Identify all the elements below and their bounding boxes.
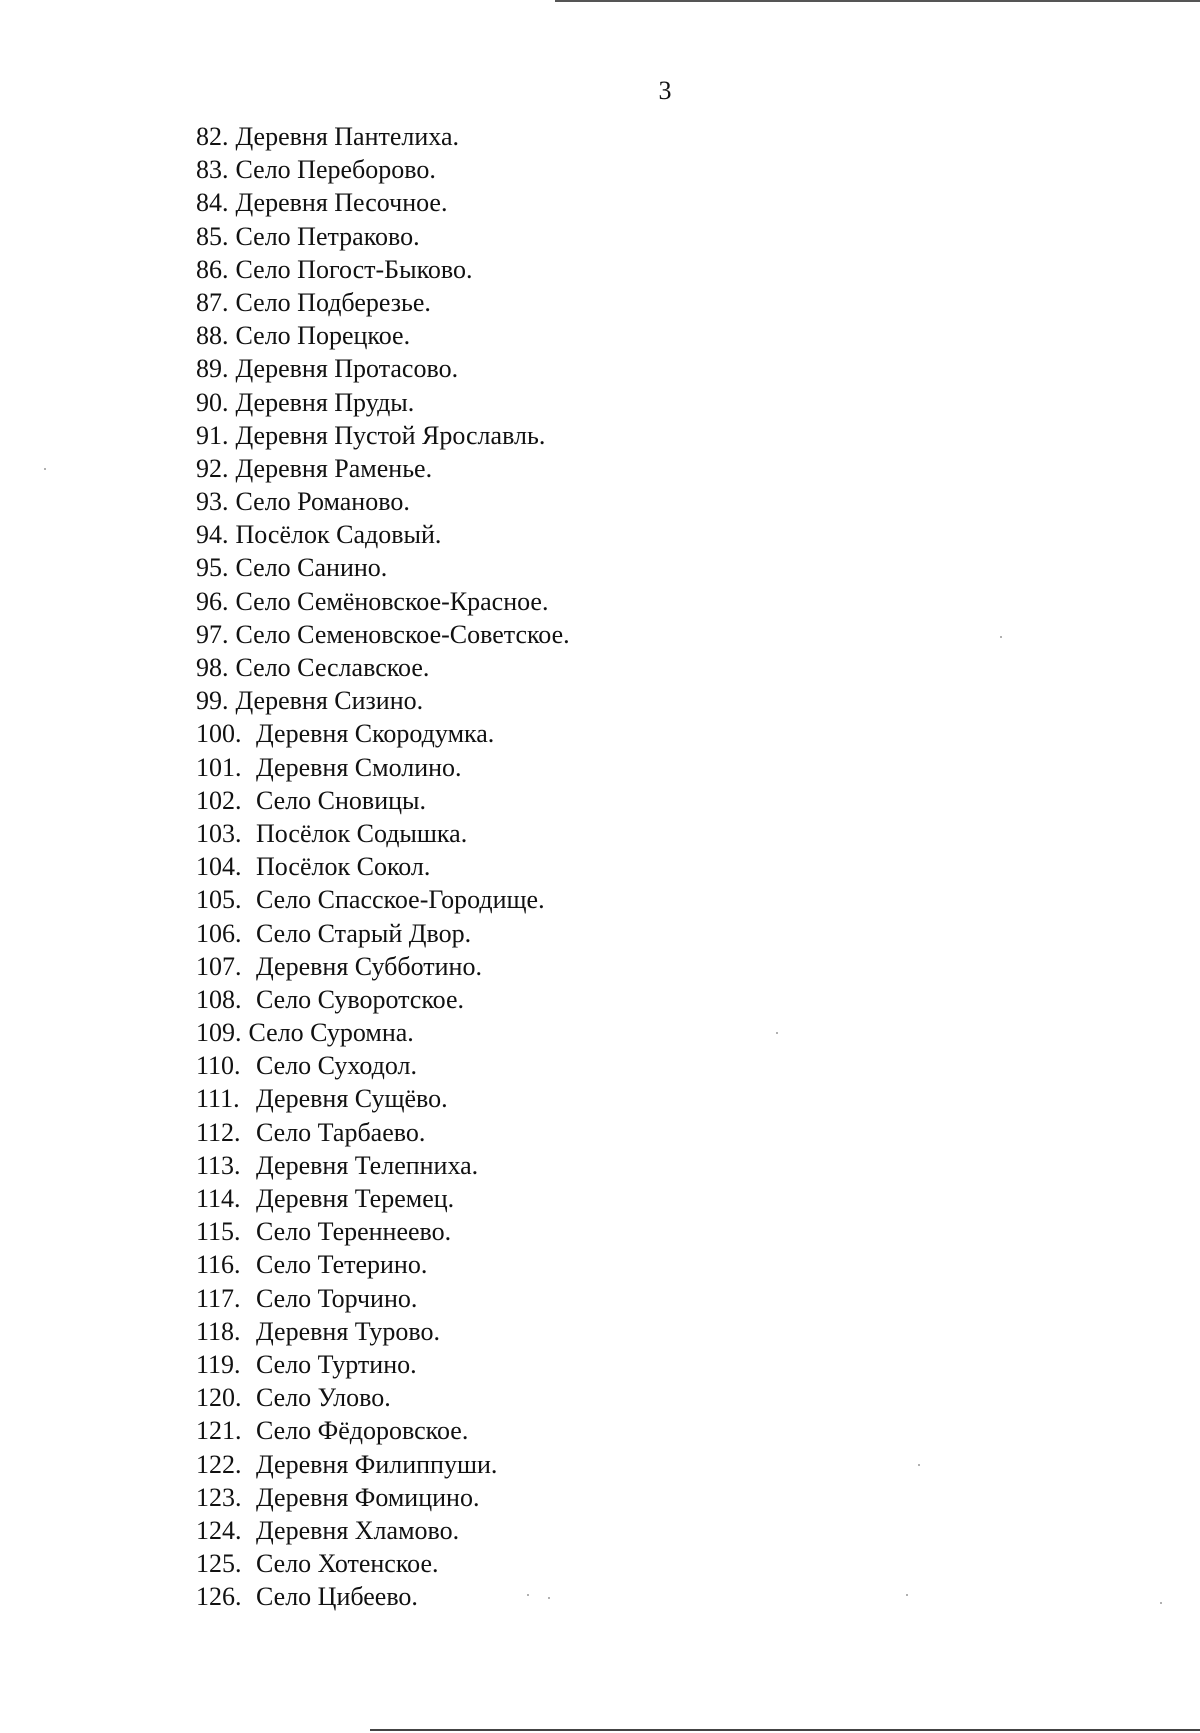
settlement-name: Село Переборово. — [235, 155, 436, 185]
list-item — [196, 1049, 570, 1082]
list-item — [196, 352, 570, 385]
item-number: 86. — [196, 254, 229, 284]
list-item — [196, 452, 570, 485]
settlement-name: Село Семеновское-Советское. — [235, 619, 570, 649]
settlement-name: Посёлок Садовый. — [235, 520, 442, 550]
list-item — [196, 1448, 570, 1481]
settlement-name: Село Подберезье. — [235, 287, 431, 317]
item-number: 104. — [196, 852, 242, 882]
item-number: 110. — [196, 1051, 241, 1081]
settlement-name: Деревня Субботино. — [256, 951, 482, 981]
item-number: 82. — [196, 122, 229, 151]
list-item — [196, 1248, 570, 1281]
list-item — [196, 485, 570, 518]
scan-speck — [906, 1594, 908, 1596]
list-item — [196, 186, 570, 219]
item-number: 96. — [196, 586, 229, 616]
scan-speck — [776, 1032, 778, 1034]
list-item — [196, 153, 570, 186]
settlement-name: Деревня Теремец. — [256, 1184, 455, 1213]
item-number: 89. — [196, 354, 229, 384]
list-item — [196, 1514, 570, 1547]
settlement-name: Посёлок Сокол. — [256, 852, 431, 882]
item-number: 107. — [196, 951, 242, 981]
item-number: 112. — [196, 1117, 241, 1147]
list-item — [196, 1082, 570, 1115]
settlement-name: Село Тереннеево. — [256, 1217, 452, 1247]
settlement-name: Село Хотенское. — [256, 1549, 439, 1579]
item-number: 121. — [196, 1416, 242, 1446]
list-item — [196, 286, 570, 319]
item-number: 126. — [196, 1582, 242, 1612]
settlement-name: Село Петраково. — [235, 221, 420, 251]
item-number: 102. — [196, 785, 242, 815]
settlement-name: Деревня Хламово. — [256, 1515, 460, 1545]
settlement-name: Село Погост-Быково. — [235, 254, 473, 284]
item-number: 97. — [196, 619, 229, 649]
list-item — [196, 784, 570, 817]
settlement-list — [196, 120, 570, 1613]
item-number: 83. — [196, 155, 229, 185]
item-number: 90. — [196, 387, 229, 417]
list-item — [196, 585, 570, 618]
list-item — [196, 917, 570, 950]
settlement-name: Посёлок Содышка. — [256, 818, 468, 848]
list-item — [196, 850, 570, 883]
item-number: 88. — [196, 321, 229, 351]
list-item — [196, 1182, 570, 1215]
item-number: 94. — [196, 520, 229, 550]
settlement-name: Село Тарбаево. — [256, 1117, 426, 1147]
settlement-name: Деревня Протасово. — [235, 354, 459, 384]
scan-speck — [548, 1597, 550, 1599]
item-number: 98. — [196, 653, 229, 682]
list-item — [196, 1215, 570, 1248]
list-item — [196, 883, 570, 916]
item-number: 115. — [196, 1217, 241, 1247]
list-item — [196, 319, 570, 352]
settlement-name: Село Цибеево. — [256, 1582, 418, 1612]
scan-edge-bottom — [370, 1729, 1200, 1731]
settlement-name: Деревня Пруды. — [235, 387, 415, 417]
list-item — [196, 1348, 570, 1381]
list-item — [196, 1381, 570, 1414]
list-item — [196, 717, 570, 750]
settlement-name: Село Сновицы. — [256, 785, 427, 815]
settlement-name: Село Суходол. — [256, 1051, 417, 1081]
settlement-name: Село Туртино. — [256, 1349, 417, 1379]
list-item — [196, 1016, 570, 1049]
settlement-name: Деревня Фомицино. — [256, 1482, 480, 1512]
list-item — [196, 1547, 570, 1580]
item-number: 119. — [196, 1349, 241, 1379]
list-item — [196, 651, 570, 684]
settlement-name: Село Суворотское. — [256, 984, 465, 1014]
list-item — [196, 1580, 570, 1613]
settlement-name: Деревня Песочное. — [235, 188, 448, 218]
settlement-name: Село Спасское-Городище. — [256, 885, 545, 915]
item-number: 92. — [196, 453, 229, 483]
item-number: 124. — [196, 1515, 242, 1545]
scan-speck — [918, 1464, 920, 1466]
settlement-name: Деревня Пустой Ярославль. — [235, 420, 546, 450]
item-number: 106. — [196, 918, 242, 948]
item-number: 103. — [196, 818, 242, 848]
settlement-name: Село Сеславское. — [235, 653, 430, 682]
item-number: 122. — [196, 1449, 242, 1479]
item-number: 84. — [196, 188, 229, 218]
settlement-name: Село Фёдоровское. — [256, 1416, 469, 1446]
list-item — [196, 419, 570, 452]
list-item — [196, 618, 570, 651]
list-item — [196, 1414, 570, 1447]
list-item — [196, 751, 570, 784]
list-item — [196, 983, 570, 1016]
settlement-name: Деревня Смолино. — [256, 752, 462, 782]
settlement-name: Село Порецкое. — [235, 321, 411, 351]
item-number: 117. — [196, 1283, 241, 1313]
item-number: 100. — [196, 719, 242, 749]
settlement-name: Деревня Сизино. — [235, 686, 424, 716]
item-number: 109. — [196, 1018, 242, 1048]
item-number: 95. — [196, 553, 229, 583]
list-item — [196, 950, 570, 983]
scan-speck — [44, 468, 46, 470]
settlement-name: Село Торчино. — [256, 1283, 418, 1313]
settlement-name: Деревня Телепниха. — [256, 1150, 479, 1180]
settlement-name: Село Старый Двор. — [256, 918, 472, 948]
scan-speck — [1160, 1602, 1162, 1604]
list-item — [196, 220, 570, 253]
item-number: 118. — [196, 1316, 241, 1346]
list-item — [196, 1149, 570, 1182]
item-number: 85. — [196, 221, 229, 251]
page-number: 3 — [658, 76, 672, 105]
settlement-name: Село Улово. — [256, 1383, 391, 1413]
item-number: 87. — [196, 287, 229, 317]
item-number: 108. — [196, 984, 242, 1014]
item-number: 113. — [196, 1150, 241, 1180]
item-number: 101. — [196, 752, 242, 782]
list-item — [196, 1481, 570, 1514]
list-item — [196, 518, 570, 551]
item-number: 116. — [196, 1250, 241, 1280]
item-number: 120. — [196, 1383, 242, 1413]
list-item — [196, 684, 570, 717]
list-item — [196, 386, 570, 419]
settlement-name: Деревня Турово. — [256, 1316, 440, 1346]
list-item — [196, 120, 570, 153]
settlement-name: Деревня Скородумка. — [256, 719, 495, 749]
item-number: 123. — [196, 1482, 242, 1512]
scan-edge-top — [555, 0, 1200, 2]
settlement-name: Деревня Филиппуши. — [256, 1449, 498, 1479]
settlement-name: Село Суромна. — [248, 1018, 414, 1048]
item-number: 91. — [196, 420, 229, 450]
list-item — [196, 1315, 570, 1348]
item-number: 99. — [196, 686, 229, 716]
item-number: 125. — [196, 1549, 242, 1579]
scan-speck — [1000, 636, 1002, 638]
item-number: 105. — [196, 885, 242, 915]
settlement-name: Деревня Раменье. — [235, 453, 433, 483]
settlement-name: Село Тетерино. — [256, 1250, 428, 1280]
item-number: 93. — [196, 487, 229, 517]
list-item — [196, 551, 570, 584]
item-number: 114. — [196, 1184, 241, 1213]
settlement-name: Деревня Сущёво. — [256, 1084, 448, 1114]
list-item — [196, 1282, 570, 1315]
list-item — [196, 1116, 570, 1149]
settlement-name: Деревня Пантелиха. — [235, 122, 460, 151]
list-item — [196, 253, 570, 286]
list-item — [196, 817, 570, 850]
settlement-name: Село Романово. — [235, 487, 410, 517]
item-number: 111. — [196, 1084, 240, 1114]
scan-speck — [527, 1594, 529, 1596]
settlement-name: Село Санино. — [235, 553, 388, 583]
settlement-name: Село Семёновское-Красное. — [235, 586, 549, 616]
